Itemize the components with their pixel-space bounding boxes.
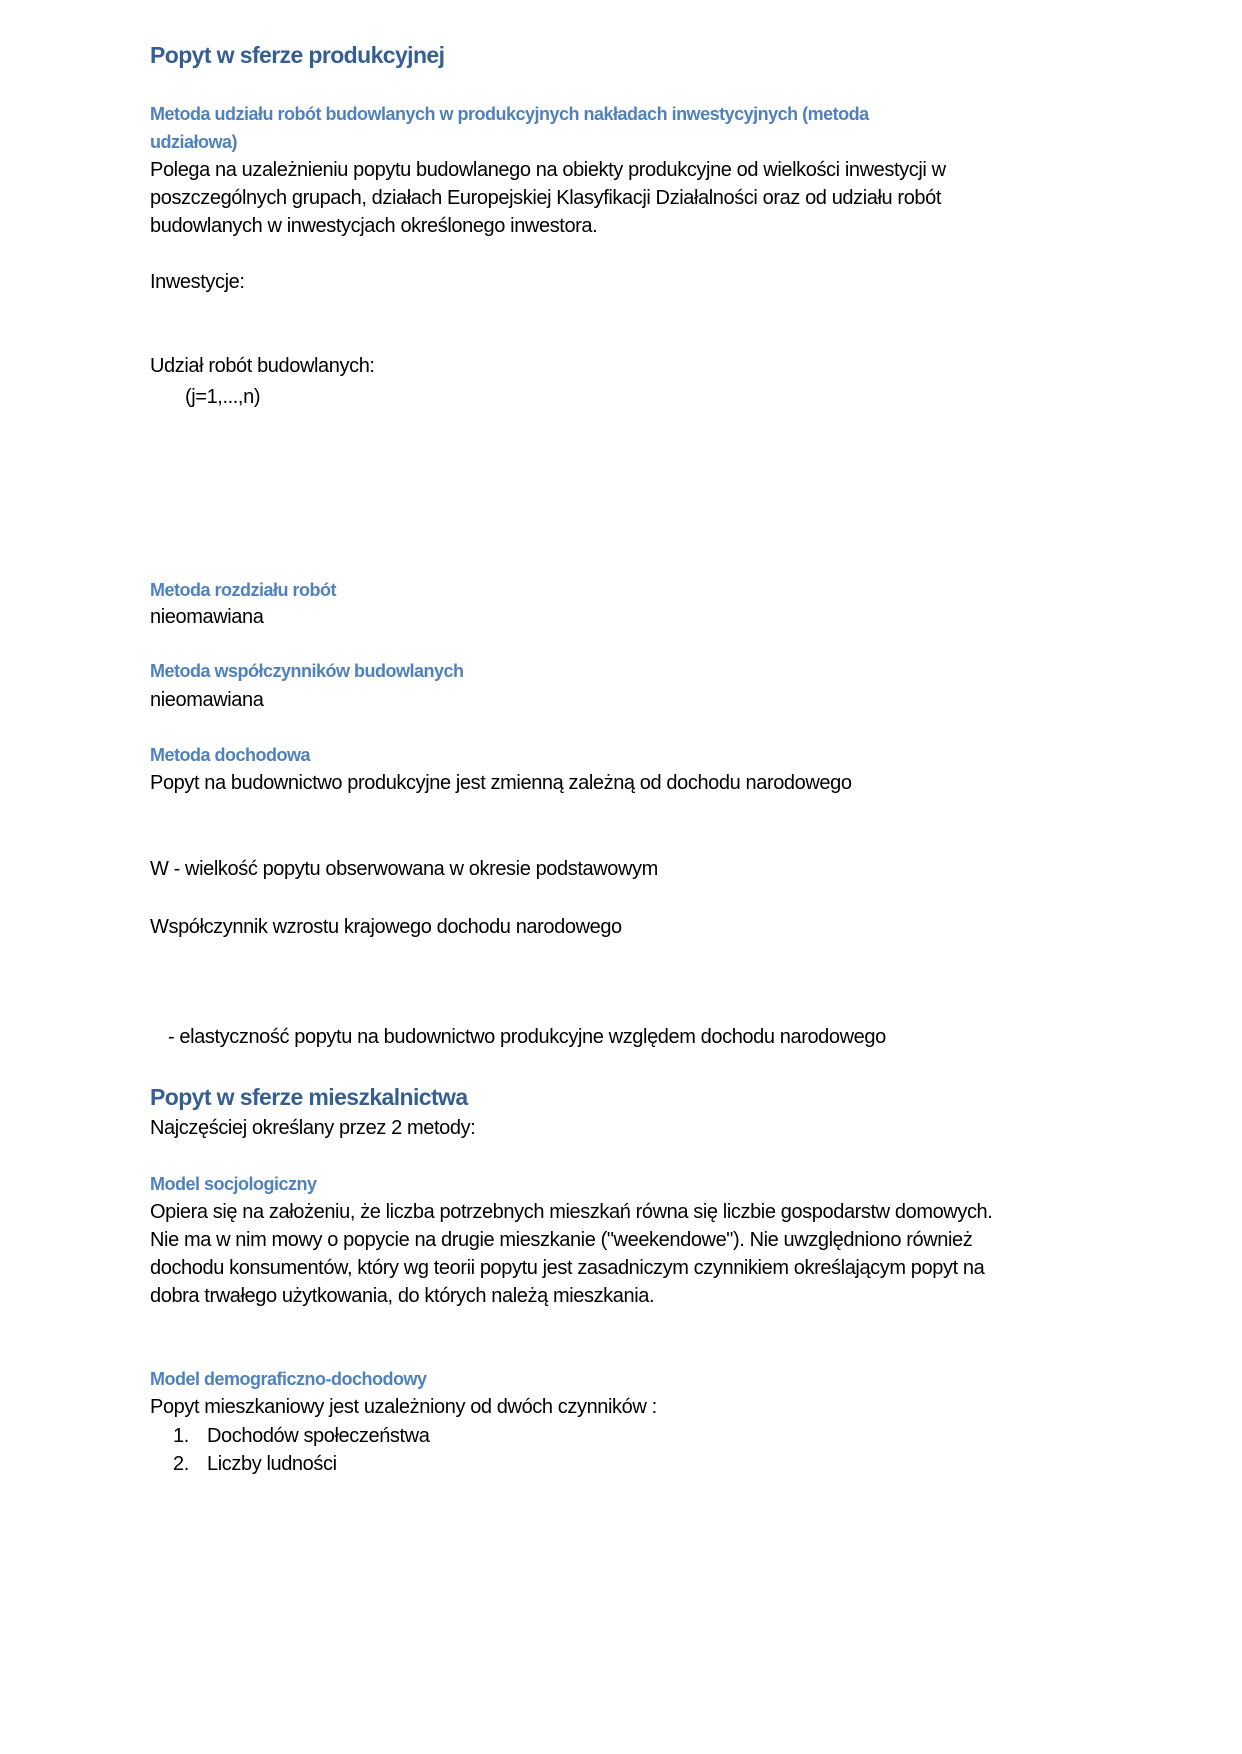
investments-label: Inwestycje:: [150, 271, 245, 293]
method1-body-line1: Polega na uzależnieniu popytu budowlanego na obiekty produkcyjne od wielkości inwestycji w: [150, 159, 946, 181]
method4-body: Popyt na budownictwo produkcyjne jest zmienną zależną od dochodu narodowego: [150, 772, 852, 794]
w-definition: W - wielkość popytu obserwowana w okresie podstawowym: [150, 858, 658, 880]
share-label: Udział robót budowlanych:: [150, 355, 375, 377]
section-title-housing: Popyt w sferze mieszkalnictwa: [150, 1084, 468, 1110]
housing-intro: Najczęściej określany przez 2 metody:: [150, 1117, 476, 1139]
elasticity-definition: - elastyczność popytu na budownictwo produkcyjne względem dochodu narodowego: [168, 1026, 886, 1048]
method2-body: nieomawiana: [150, 606, 264, 628]
section-title-production: Popyt w sferze produkcyjnej: [150, 42, 445, 68]
method1-body-line3: budowlanych w inwestycjach określonego inwestora.: [150, 215, 598, 237]
list-item-2: Liczby ludności: [207, 1453, 337, 1475]
method4-heading: Metoda dochodowa: [150, 745, 310, 765]
method1-heading-line1: Metoda udziału robót budowlanych w produkcyjnych nakładach inwestycyjnych (metoda: [150, 104, 869, 124]
model1-body-line2: Nie ma w nim mowy o popycie na drugie mieszkanie ("weekendowe"). Nie uwzględniono również: [150, 1229, 973, 1251]
method3-body: nieomawiana: [150, 689, 264, 711]
method1-body-line2: poszczególnych grupach, działach Europejskiej Klasyfikacji Działalności oraz od udziału robót: [150, 187, 942, 209]
list-item-1: Dochodów społeczeństwa: [207, 1425, 430, 1447]
model1-body-line3: dochodu konsumentów, który wg teorii popytu jest zasadniczym czynnikiem określającym popyt na: [150, 1257, 985, 1279]
method3-heading: Metoda współczynników budowlanych: [150, 661, 464, 681]
method1-heading-line2: udziałowa): [150, 132, 238, 152]
growth-definition: Współczynnik wzrostu krajowego dochodu narodowego: [150, 916, 622, 938]
model1-heading: Model socjologiczny: [150, 1174, 317, 1194]
list-number-1: 1.: [173, 1425, 189, 1447]
model2-body: Popyt mieszkaniowy jest uzależniony od dwóch czynników :: [150, 1396, 657, 1418]
list-number-2: 2.: [173, 1453, 189, 1475]
index-range: (j=1,...,n): [185, 386, 261, 408]
method2-heading: Metoda rozdziału robót: [150, 580, 336, 600]
model1-body-line4: dobra trwałego użytkowania, do których należą mieszkania.: [150, 1285, 655, 1307]
model2-heading: Model demograficzno-dochodowy: [150, 1369, 427, 1389]
model1-body-line1: Opiera się na założeniu, że liczba potrzebnych mieszkań równa się liczbie gospodarstw domowych.: [150, 1201, 993, 1223]
